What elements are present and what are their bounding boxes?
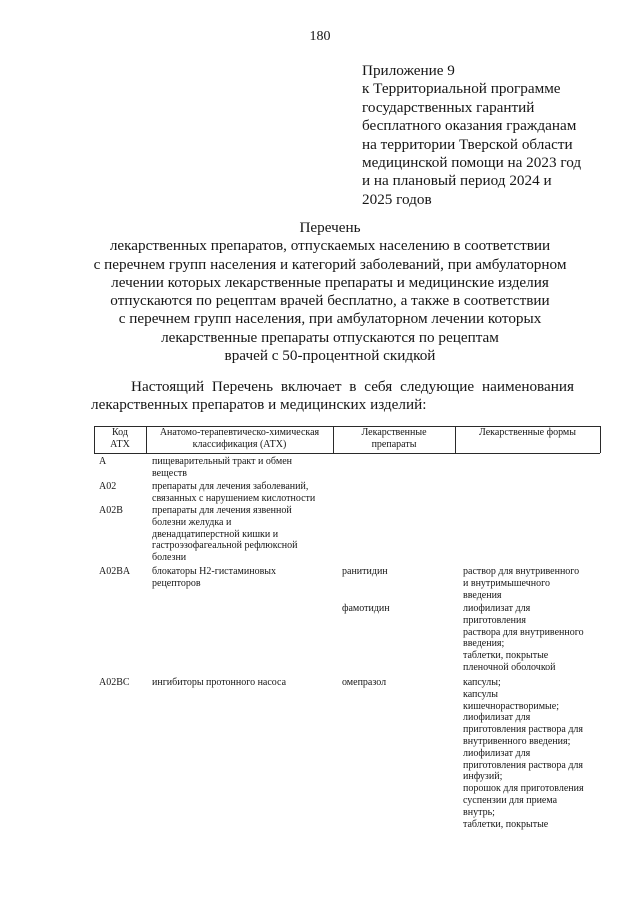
cell-line: пищеварительный тракт и обмен	[152, 456, 292, 467]
atx-classification	[152, 505, 298, 564]
drug-name: ранитидин	[342, 566, 388, 577]
header-text: Код	[112, 427, 128, 438]
cell-line: связанных с нарушением кислотности	[152, 492, 316, 504]
cell-line: порошок для приготовления	[463, 783, 584, 795]
header-text: АТХ	[110, 438, 130, 450]
cell-line: веществ	[152, 467, 188, 479]
cell-line: пленочной оболочкой	[463, 661, 556, 673]
heading-line: врачей с 50-процентной скидкой	[224, 347, 436, 365]
heading-line: Перечень	[299, 219, 361, 236]
atx-classification	[152, 481, 315, 505]
header-text: препараты	[371, 438, 417, 450]
intro-line: Настоящий Перечень включает в себя следующие наименования	[131, 378, 574, 395]
cell-line: внутрь;	[463, 806, 495, 818]
drug-forms	[463, 677, 584, 830]
cell-line: гастроэзофагеальной рефлюксной	[152, 540, 298, 552]
cell-line: таблетки, покрытые	[463, 650, 549, 662]
atx-classification	[152, 456, 292, 480]
appendix-line: 2025 годов	[362, 190, 432, 208]
appendix-line: бесплатного оказания гражданам	[362, 117, 577, 135]
appendix-note	[362, 62, 581, 209]
heading-line: лекарственных препаратов, отпускаемых населению в соответствии	[109, 237, 551, 255]
cell-line: суспензии для приема	[463, 794, 558, 806]
cell-line: рецепторов	[152, 577, 201, 589]
header-text: Лекарственные	[361, 427, 427, 438]
cell-line: лиофилизат для	[463, 603, 531, 614]
header-forms	[455, 427, 600, 439]
header-drugs	[333, 427, 455, 450]
atx-classification	[152, 677, 286, 689]
cell-line: приготовления	[463, 614, 526, 626]
cell-line: введения	[463, 589, 502, 601]
drug-forms	[463, 566, 579, 601]
cell-line: болезни желудка и	[152, 516, 232, 528]
cell-line: внутривенного введения;	[463, 735, 571, 747]
header-code	[94, 427, 146, 450]
cell-line: ингибиторы протонного насоса	[152, 677, 287, 688]
cell-line: инфузий;	[463, 771, 503, 783]
cell-line: препараты для лечения язвенной	[152, 505, 292, 516]
atx-code: A02BC	[99, 677, 130, 688]
drug-name: фамотидин	[342, 603, 390, 614]
drug-name: омепразол	[342, 677, 387, 688]
heading-line: отпускаются по рецептам врачей бесплатно, а также в соответствии	[110, 292, 550, 310]
atx-code: A02BA	[99, 566, 131, 577]
page-number: 180	[309, 29, 331, 44]
appendix-line: к Территориальной программе	[362, 80, 561, 98]
atx-code: A02B	[99, 505, 123, 516]
cell-line: и внутримышечного	[463, 577, 550, 589]
cell-line: двенадцатиперстной кишки и	[152, 528, 279, 540]
atx-code: A	[99, 456, 107, 467]
cell-line: раствора для внутривенного	[463, 626, 584, 638]
cell-line: лиофилизат для	[463, 712, 531, 724]
intro-paragraph	[91, 378, 574, 415]
cell-line: капсулы	[463, 688, 498, 700]
cell-line: болезни	[152, 552, 187, 564]
cell-line: препараты для лечения заболеваний,	[152, 481, 309, 492]
appendix-line: медицинской помощи на 2023 год	[362, 154, 582, 172]
header-text: Лекарственные формы	[479, 427, 576, 438]
appendix-line: на территории Тверской области	[362, 135, 573, 153]
appendix-line: государственных гарантий	[362, 98, 535, 116]
atx-code: A02	[99, 481, 117, 492]
drug-forms	[463, 603, 584, 674]
document-heading	[60, 219, 600, 365]
heading-line: лекарственные препараты отпускаются по рецептам	[161, 328, 499, 346]
atx-classification	[152, 566, 276, 590]
cell-line: введения;	[463, 638, 505, 650]
cell-line: приготовления раствора для	[463, 724, 583, 736]
cell-line: таблетки, покрытые	[463, 818, 549, 830]
cell-line: кишечнорастворимые;	[463, 700, 559, 712]
header-classification	[146, 427, 333, 450]
appendix-line: Приложение 9	[362, 62, 455, 79]
heading-line: с перечнем групп населения, при амбулаторном лечении которых	[118, 310, 542, 328]
heading-line: лечении которых лекарственные препараты и медицинские изделия	[111, 273, 549, 291]
cell-line: капсулы;	[463, 677, 501, 688]
table-header-rule	[94, 453, 600, 454]
cell-line: раствор для внутривенного	[463, 566, 580, 577]
header-text: Анатомо-терапевтическо-химическая	[159, 427, 320, 438]
intro-line: лекарственных препаратов и медицинских изделий:	[91, 396, 427, 414]
table-border	[600, 426, 601, 453]
header-text: классификация (АТХ)	[192, 438, 287, 450]
cell-line: блокаторы H2-гистаминовых	[152, 566, 277, 577]
appendix-line: и на плановый период 2024 и	[362, 172, 552, 190]
cell-line: приготовления раствора для	[463, 759, 583, 771]
heading-line: с перечнем групп населения и категорий заболеваний, при амбулаторном	[93, 255, 567, 273]
cell-line: лиофилизат для	[463, 747, 531, 759]
